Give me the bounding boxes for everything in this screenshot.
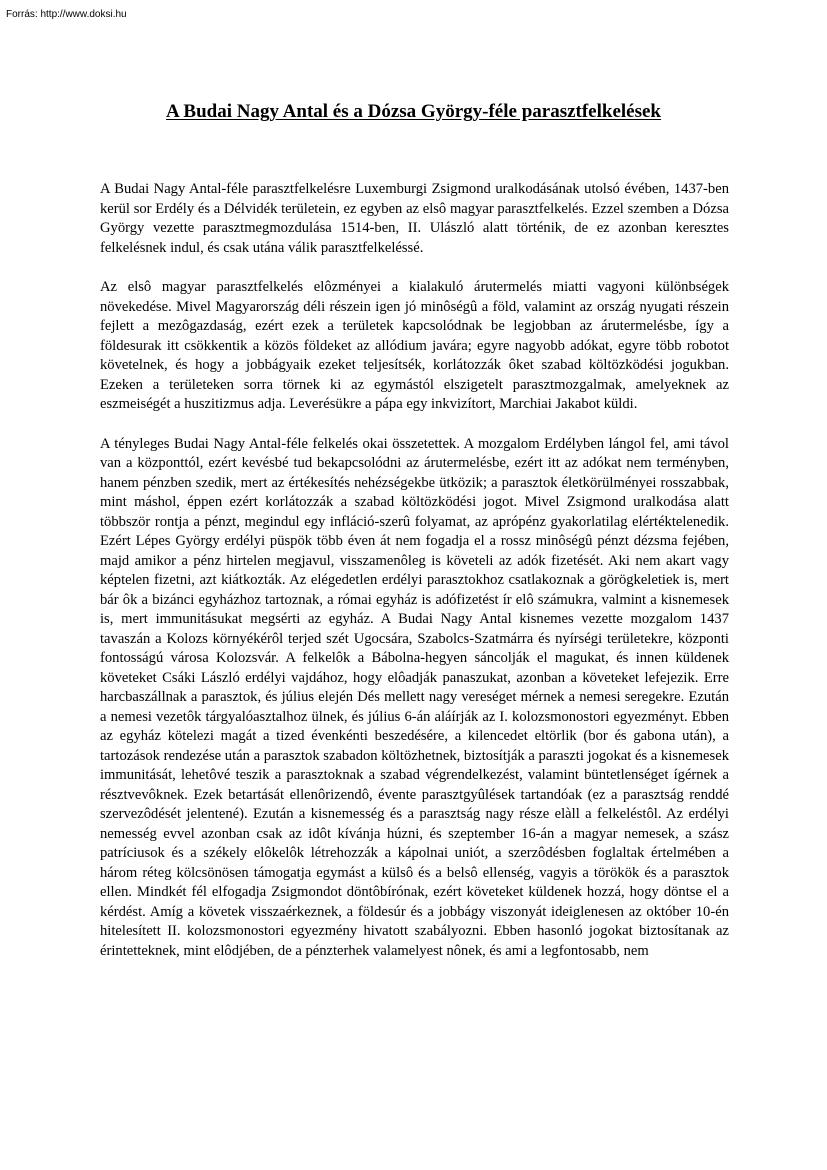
paragraph-3: A tényleges Budai Nagy Antal-féle felkelés okai összetettek. A mozgalom Erdélyben lángol fel, ami távol van a központtól, ezért kevésbé tud bekapcsolódni az árutermelésbe, ezért itt az adókat nem terményben, hanem pénzben szedik, mert az értékesítés nehézségekbe ütközik; a parasztok életkörülményei rosszabbak, mint máshol, éppen ezért korlátozzák a szabad költözködési jogot. Mivel Zsigmond uralkodása alatt többször rontja a pénzt, megindul egy infláció-szerû folyamat, az aprópénz gyakorlatilag elértéktelenedik. Ezért Lépes György erdélyi püspök több éven át nem fogadja el a rossz minôségû pénzt dézsma fejében, majd amikor a pénz hirtelen megjavul, visszamenôleg is követeli az adók fizetését. Aki nem akart vagy képtelen fizetni, azt kiátkozták. Az elégedetlen erdélyi parasztokhoz csatlakoznak a görögkeletiek is, mert bár ôk a bizánci egyházhoz tartoznak, a római egyház is adófizetést ír elô számukra, valmint a kisnemesek is, mert immunitásukat megsérti az egyház. A Budai Nagy Antal kisnemes vezette mozgalom 1437 tavaszán a Kolozs környékérôl terjed szét Ugocsára, Szabolcs-Szatmárra és nyírségi területekre, központi fontosságú városa Kolozsvár. A felkelôk a Bábolna-hegyen sáncolják el magukat, és innen küldenek követeket Csáki László erdélyi vajdához, hogy elôadják panaszukat, azonban a követeket lefejezik. Erre harcbaszállnak a parasztok, és július elején Dés mellett nagy vereséget mérnek a nemesi seregekre. Ezután a nemesi vezetôk tárgyalóasztalhoz ülnek, és július 6-án aláírják az I. kolozsmonostori egyezményt. Ebben az egyház kötelezi magát a tized évenkénti beszedésére, a kilencedet eltörlik (bor és gabona után), a tartozások rendezése után a parasztok szabadon költözhetnek, biztosítják a paraszti jogokat és a kisnemesek immunitását, lehetôvé teszik a parasztoknak a szabad végrendelkezést, valamint büntetlenséget ígérnek a résztvevôknek. Ezek betartását ellenôrizendô, évente parasztgyûlések tartandóak (ez a parasztság renddé szervezôdését jelentené). Ezután a kisnemesség és a parasztság nagy része elàll a felkeléstôl. Az erdélyi nemesség evvel azonban csak az idôt kívánja húzni, és szeptember 16-án a magyar nemesek, a szász patríciusok és a székely elôkelôk létrehozzák a kápolnai uniót, a szerzôdésben foglaltak értelmében a három réteg kölcsönösen támogatja egymást a külsô és a belsô ellenség, vagyis a törökök és a parasztok ellen. Mindkét fél elfogadja Zsigmondot döntôbírónak, ezért követeket küldenek hozzá, hogy döntse el a kérdést. Amíg a követek visszaérkeznek, a földesúr és a jobbágy viszonyát ideiglenesen az október 10-én hitelesített II. kolozsmonostori egyezmény hivatott szabályozni. Ebben hasonló jogokat biztosítanak az érintetteknek, mint elôdjében, de a pénzterhek valamelyest nônek, és ami a legfontosabb, nem	[100, 435, 729, 959]
document-title: A Budai Nagy Antal és a Dózsa György-féle parasztfelkelések	[165, 101, 661, 122]
paragraph-1: A Budai Nagy Antal-féle parasztfelkelésre Luxemburgi Zsigmond uralkodásának utolsó évében, 1437-ben kerül sor Erdély és a Délvidék területein, ez egyben az elsô magyar parasztfelkelés. Ezzel szemben a Dózsa György vezette parasztmegmozdulása 1514-ben, II. Ulászló alatt történik, de ez azonban keresztes felkelésnek indul, és csak utána válik parasztfelkeléssé.	[100, 181, 729, 256]
document-body	[100, 180, 729, 981]
source-line: Forrás: http://www.doksi.hu	[6, 9, 127, 20]
paragraph-2: Az elsô magyar parasztfelkelés elôzményei a kialakuló árutermelés miatti vagyoni különbségek növekedése. Mivel Magyarország déli részein igen jó minôségû a föld, valamint az ország nyugati részein fejlett a mezôgazdaság, ezért ezek a területek kapcsolódnak be legjobban az árutermelésbe, így a földesurak itt csökkentik a közös földeket az allódium javára; egyre nagyobb adókat, egyre több robotot követelnek, és hogy a jobbágyaik ezeket teljesítsék, korlátozzák ôket szabad költözködési jogukban. Ezeken a területeken sorra törnek ki az egymástól elszigetelt parasztmozgalmak, amelyeknek az eszmeiségét a huszitizmus adja. Leverésükre a pápa egy inkvizítort, Marchiai Jakabot küldi.	[100, 279, 729, 412]
